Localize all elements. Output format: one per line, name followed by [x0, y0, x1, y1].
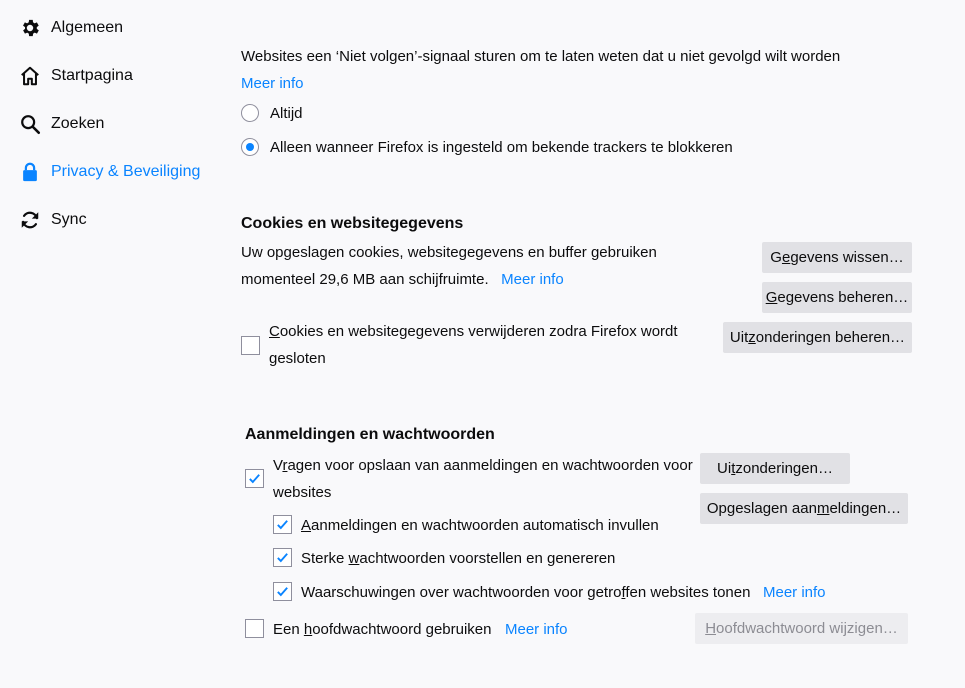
delete-on-close-checkbox[interactable]: [241, 336, 260, 355]
sidebar-item-general[interactable]: [18, 13, 123, 43]
sync-icon: [18, 208, 42, 232]
btn-accesskey: z: [748, 329, 756, 346]
delete-on-close-label[interactable]: [269, 323, 678, 340]
master-password-label[interactable]: [273, 621, 492, 638]
btn-text: Uit: [729, 329, 749, 346]
sidebar: [0, 0, 230, 688]
clear-data-button[interactable]: [762, 242, 912, 273]
checkmark-icon: [247, 471, 262, 486]
btn-text: Opgeslagen aan: [706, 500, 817, 517]
suggest-passwords-checkbox[interactable]: [273, 548, 292, 567]
btn-accesskey: e: [781, 249, 791, 266]
btn-accesskey: G: [765, 289, 778, 306]
label-text: achtwoorden voorstellen en genereren: [359, 550, 616, 567]
change-master-password-button[interactable]: [695, 613, 908, 644]
cookies-more-info-link[interactable]: Meer info: [501, 271, 564, 288]
delete-on-close-label-2[interactable]: gesloten: [269, 350, 326, 367]
checkmark-icon: [275, 517, 290, 532]
suggest-passwords-label[interactable]: [301, 550, 615, 567]
label-text: Waarschuwingen over wachtwoorden voor getro: [301, 584, 622, 601]
manage-data-button[interactable]: [762, 282, 912, 313]
btn-text: eldingen…: [829, 500, 902, 517]
label-accesskey: C: [269, 323, 280, 340]
home-icon: [18, 64, 42, 88]
cookies-usage-text-2: [241, 271, 564, 288]
ask-save-logins-checkbox[interactable]: [245, 469, 264, 488]
cookies-heading: Cookies en websitegegevens: [241, 215, 464, 232]
sidebar-item-label: Startpagina: [51, 67, 133, 84]
master-more-info-link[interactable]: Meer info: [505, 621, 568, 638]
label-accesskey: f: [621, 584, 626, 601]
btn-text: G: [770, 249, 782, 266]
lock-icon: [18, 160, 42, 184]
sidebar-item-home[interactable]: [18, 61, 133, 91]
btn-text: oofdwachtwoord wijzigen…: [716, 620, 898, 637]
label-text: V: [273, 457, 283, 474]
label-accesskey: r: [282, 457, 288, 474]
label-text: fen websites tonen: [625, 584, 751, 601]
gear-icon: [18, 16, 42, 40]
breach-alerts-label[interactable]: [301, 584, 750, 601]
btn-text: zonderingen…: [735, 460, 833, 477]
btn-text: egevens beheren…: [777, 289, 909, 306]
sidebar-item-label: Zoeken: [51, 115, 105, 132]
logins-heading: Aanmeldingen en wachtwoorden: [245, 426, 495, 443]
dnt-more-info-link[interactable]: Meer info: [241, 75, 304, 92]
btn-accesskey: m: [816, 500, 830, 517]
label-text: anmeldingen en wachtwoorden automatisch invullen: [311, 517, 659, 534]
label-accesskey: h: [303, 621, 313, 638]
btn-text: gevens wissen…: [790, 249, 904, 266]
dnt-only-radio[interactable]: [241, 138, 259, 156]
cookie-exceptions-button[interactable]: [723, 322, 912, 353]
cookies-usage-value: momenteel 29,6 MB aan schijfruimte.: [241, 271, 489, 288]
ask-save-logins-label-2[interactable]: websites: [273, 484, 332, 501]
breach-more-info-link[interactable]: Meer info: [763, 584, 826, 601]
sidebar-item-search[interactable]: [18, 109, 104, 139]
label-accesskey: w: [348, 550, 360, 567]
dnt-always-label[interactable]: Altijd: [270, 105, 303, 122]
btn-accesskey: H: [705, 620, 717, 637]
label-accesskey: A: [301, 517, 312, 534]
sidebar-item-sync[interactable]: [18, 205, 87, 235]
master-password-checkbox[interactable]: [245, 619, 264, 638]
label-text: Sterke: [301, 550, 349, 567]
ask-save-logins-label[interactable]: [273, 457, 693, 474]
label-text: oofdwachtwoord gebruiken: [312, 621, 492, 638]
label-text: ookies en websitegegevens verwijderen zodra Firefox wordt: [279, 323, 678, 340]
dnt-only-label[interactable]: Alleen wanneer Firefox is ingesteld om bekende trackers te blokkeren: [270, 139, 733, 156]
login-exceptions-button[interactable]: [700, 453, 850, 484]
autofill-label[interactable]: [301, 517, 659, 534]
cookies-usage-text: Uw opgeslagen cookies, websitegegevens en buffer gebruiken: [241, 244, 657, 261]
search-icon: [18, 112, 42, 136]
btn-accesskey: t: [731, 460, 736, 477]
autofill-checkbox[interactable]: [273, 515, 292, 534]
saved-logins-button[interactable]: [700, 493, 908, 524]
sidebar-item-label: Sync: [51, 211, 87, 228]
sidebar-item-label: Algemeen: [51, 19, 124, 36]
breach-alerts-checkbox[interactable]: [273, 582, 292, 601]
label-text: agen voor opslaan van aanmeldingen en wachtwoorden voor: [287, 457, 693, 474]
btn-text: Ui: [717, 460, 732, 477]
label-text: Een: [273, 621, 304, 638]
dnt-always-radio[interactable]: [241, 104, 259, 122]
checkmark-icon: [275, 550, 290, 565]
checkmark-icon: [275, 584, 290, 599]
sidebar-item-privacy[interactable]: [18, 157, 200, 187]
dnt-description: Websites een ‘Niet volgen’-signaal sturen om te laten weten dat u niet gevolgd wilt worden: [241, 48, 841, 65]
sidebar-item-label: Privacy & Beveiliging: [51, 163, 201, 180]
btn-text: onderingen beheren…: [755, 329, 906, 346]
